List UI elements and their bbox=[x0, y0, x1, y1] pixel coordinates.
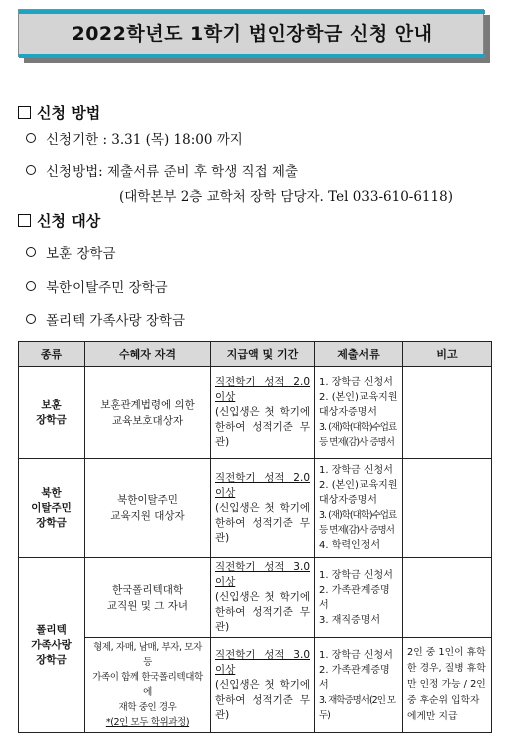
kind-line: 이탈주민 bbox=[31, 501, 72, 514]
eligibility-line: 한국폴리텍대학 bbox=[111, 583, 183, 596]
doc-item: 2. 가족관계증명서 bbox=[319, 584, 390, 611]
procedure-text: 신청방법: 제출서류 준비 후 학생 직접 제출 bbox=[46, 164, 298, 180]
doc-item: 2. 가족관계증명서 bbox=[319, 664, 390, 691]
col-header-eligibility: 수혜자 자격 bbox=[85, 342, 211, 367]
col-header-note: 비고 bbox=[403, 342, 492, 367]
eligibility-cell bbox=[85, 367, 211, 459]
note-cell bbox=[403, 459, 492, 558]
target-item-label: 폴리텍 가족사랑 장학금 bbox=[46, 313, 185, 329]
table-row bbox=[19, 459, 492, 558]
table-row bbox=[19, 638, 492, 733]
col-header-pay: 지급액 및 기간 bbox=[211, 342, 315, 367]
eligibility-line: 보훈관계법령에 의한 bbox=[100, 398, 195, 411]
kind-cell bbox=[19, 367, 85, 459]
doc-item: 1. 장학금 신청서 bbox=[319, 377, 393, 388]
page-title: 2022학년도 1학기 법인장학금 신청 안내 bbox=[71, 23, 433, 45]
doc-item: 2. (본인)교육지원 대상자증명서 bbox=[319, 480, 398, 506]
table-row bbox=[19, 558, 492, 638]
checkbox-square-icon bbox=[18, 214, 31, 227]
target-item bbox=[26, 242, 116, 262]
kind-line: 보훈 bbox=[41, 398, 62, 411]
doc-item: 1. 장학금 신청서 bbox=[319, 569, 393, 581]
col-header-kind: 종류 bbox=[19, 342, 85, 367]
banner-box bbox=[18, 9, 484, 57]
note-cell bbox=[403, 367, 492, 459]
target-item-label: 북한이탈주민 장학금 bbox=[46, 280, 168, 296]
gpa-requirement: 직전학기 성적 3.0 이상 bbox=[215, 561, 310, 588]
pay-detail: (신입생은 첫 학기에 한하여 성적기준 무관) bbox=[215, 501, 310, 544]
pay-detail: (신입생은 첫 학기에 한하여 성적기준 무관) bbox=[215, 591, 310, 633]
eligibility-line: 교육보호대상자 bbox=[111, 414, 183, 427]
doc-item: 3. (재)학(대학)수업료 등 면제(감)사 증명서 bbox=[319, 510, 397, 536]
gpa-requirement: 직전학기 성적 3.0 이상 bbox=[215, 648, 310, 676]
table-row bbox=[19, 367, 492, 459]
circle-bullet-icon bbox=[26, 314, 36, 324]
eligibility-line: 재학 중인 경우 bbox=[118, 702, 177, 713]
eligibility-line: 교육지원 대상자 bbox=[110, 510, 185, 522]
col-header-docs: 제출서류 bbox=[315, 342, 403, 367]
target-item-label: 보훈 장학금 bbox=[46, 246, 116, 262]
doc-item: 1. 장학금 신청서 bbox=[319, 465, 393, 476]
kind-line: 장학금 bbox=[36, 413, 67, 426]
kind-line: 장학금 bbox=[36, 653, 67, 666]
pay-cell bbox=[211, 367, 315, 459]
gpa-requirement: 직전학기 성적 2.0 이상 bbox=[215, 376, 310, 403]
method-contact bbox=[119, 185, 453, 205]
eligibility-cell bbox=[85, 638, 211, 733]
docs-cell bbox=[315, 638, 403, 733]
checkbox-square-icon bbox=[18, 106, 31, 119]
kind-line: 북한 bbox=[41, 486, 62, 499]
docs-cell bbox=[315, 558, 403, 638]
docs-cell bbox=[315, 459, 403, 558]
gpa-requirement: 직전학기 성적 2.0 이상 bbox=[215, 471, 310, 499]
doc-item: 1. 장학금 신청서 bbox=[319, 649, 393, 661]
section-method-heading bbox=[18, 102, 100, 123]
kind-line: 장학금 bbox=[36, 516, 67, 529]
eligibility-cell bbox=[85, 459, 211, 558]
eligibility-line: 형제, 자매, 남매, 부자, 모자 등 bbox=[93, 642, 202, 668]
doc-item: 3. 재학증명서(2인 모두) bbox=[319, 694, 396, 721]
pay-detail: (신입생은 첫 학기에 한하여 성적기준 무관) bbox=[215, 678, 310, 721]
kind-line: 폴리텍 bbox=[36, 623, 67, 636]
pay-cell bbox=[211, 459, 315, 558]
section-target-label: 신청 대상 bbox=[37, 212, 101, 230]
circle-bullet-icon bbox=[26, 165, 36, 175]
method-procedure bbox=[26, 160, 298, 180]
method-deadline bbox=[26, 128, 243, 148]
note-cell bbox=[403, 558, 492, 638]
circle-bullet-icon bbox=[26, 281, 36, 291]
eligibility-cell bbox=[85, 558, 211, 638]
circle-bullet-icon bbox=[26, 247, 36, 257]
pay-cell bbox=[211, 558, 315, 638]
target-item bbox=[26, 309, 185, 329]
scholarship-table bbox=[18, 341, 492, 733]
note-cell: 2인 중 1인이 휴학한 경우, 질병 휴학만 인정 가능 / 2인 중 후순위 입학자에게만 지급 bbox=[403, 638, 492, 733]
doc-item: 3. 재직증명서 bbox=[319, 614, 381, 626]
kind-line: 가족사랑 bbox=[31, 638, 72, 651]
doc-item: 3. (재)학(대학)수업료 등 면제(감)사 증명서 bbox=[319, 422, 397, 448]
pay-cell bbox=[211, 638, 315, 733]
kind-cell bbox=[19, 558, 85, 733]
deadline-text: 신청기한 : 3.31 (목) 18:00 까지 bbox=[46, 132, 243, 148]
table-header-row bbox=[19, 342, 492, 367]
eligibility-line: 가족이 함께 한국폴리텍대학에 bbox=[92, 672, 203, 698]
eligibility-line: 북한이탈주민 bbox=[117, 494, 178, 506]
eligibility-line: 교직원 및 그 자녀 bbox=[106, 599, 188, 612]
section-method-label: 신청 방법 bbox=[37, 104, 101, 122]
banner-bottom-stripe bbox=[19, 54, 485, 58]
docs-cell bbox=[315, 367, 403, 459]
doc-item: 2. (본인)교육지원 대상자증명서 bbox=[319, 392, 398, 418]
kind-cell bbox=[19, 459, 85, 558]
section-target-heading bbox=[18, 210, 100, 231]
circle-bullet-icon bbox=[26, 133, 36, 143]
title-banner bbox=[18, 9, 491, 64]
pay-detail: (신입생은 첫 학기에 한하여 성적기준 무관) bbox=[215, 406, 310, 448]
doc-item: 4. 학력인정서 bbox=[319, 540, 381, 551]
target-item bbox=[26, 276, 168, 296]
contact-text: (대학본부 2층 교학처 장학 담당자. Tel 033-610-6118) bbox=[119, 189, 453, 205]
eligibility-line: *(2인 모두 학위과정) bbox=[105, 717, 190, 728]
